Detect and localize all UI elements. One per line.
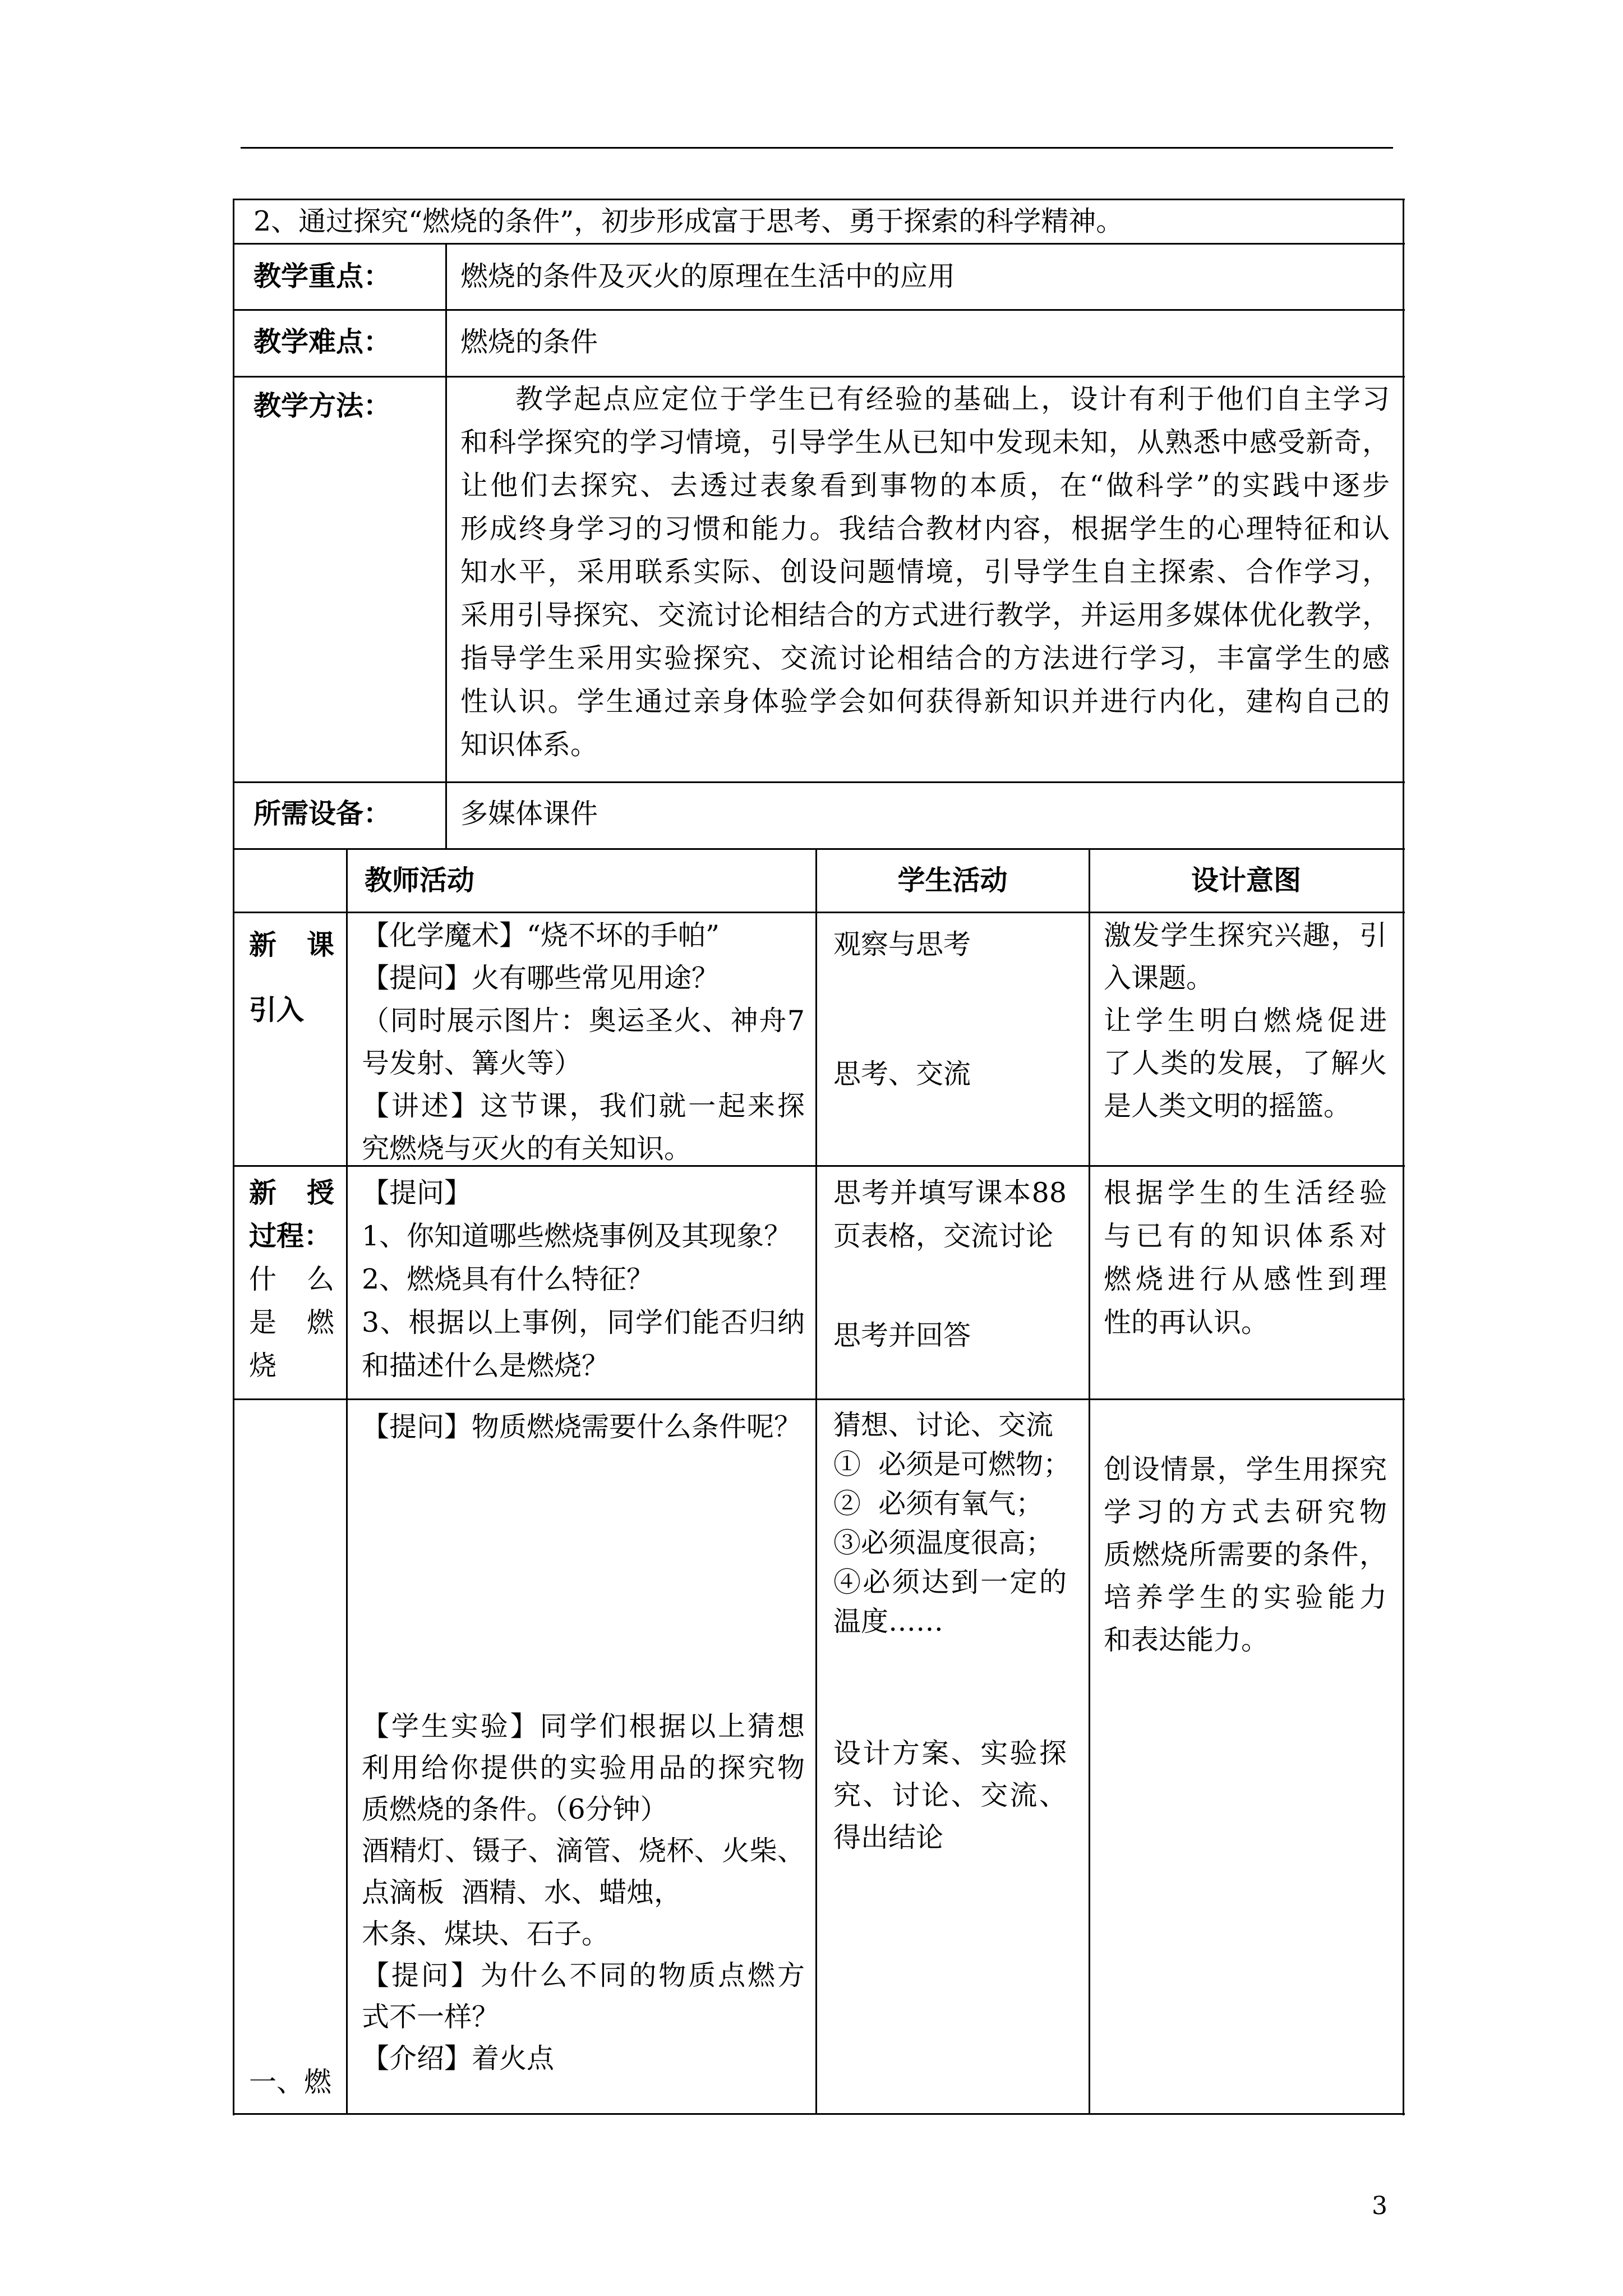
text-line: ① 必须是可燃物； [833, 1448, 1071, 1480]
paragraph [833, 1445, 1071, 1484]
paragraph [1104, 1171, 1387, 1344]
text-line: 酒精灯、镊子、滴管、烧杯、火柴、 [362, 1835, 805, 1867]
text-line: 【提问】 [362, 1177, 472, 1209]
paragraph [249, 1258, 334, 1387]
text-line: 引入 [249, 993, 305, 1026]
difficulty-label: 教学难点： [253, 325, 391, 358]
header-rule [241, 147, 1393, 149]
text-line: 让学生明白燃烧促进 [1104, 1005, 1387, 1037]
paragraph [362, 1706, 805, 1830]
text-line: 思考、交流 [833, 1058, 971, 1090]
text-line: 入课题。 [1104, 962, 1214, 994]
header-teacher-activity [347, 849, 816, 912]
stage-cell [233, 912, 347, 1166]
paragraph [833, 1524, 1067, 1563]
text-line: 温度…… [833, 1605, 944, 1637]
header-label: 教师活动 [365, 864, 475, 896]
header-design-intent [1089, 849, 1403, 912]
teacher-activity-cell [347, 912, 816, 1166]
student-activity-cell [816, 912, 1089, 1166]
text-line: 页表格，交流讨论 [833, 1220, 1054, 1252]
text-line: （同时展示图片：奥运圣火、神舟7 [362, 1005, 805, 1037]
stage-cell [233, 1166, 347, 1399]
text-line: 点滴板 酒精、水、蜡烛， [362, 1876, 682, 1908]
text-line: 和科学探究的学习情境，引导学生从已知中发现未知，从熟悉中感受新奇， [460, 426, 1390, 458]
text-line: 形成终身学习的习惯和能力。我结合教材内容，根据学生的心理特征和认 [460, 513, 1390, 545]
text-line: 学习的方式去研究物 [1104, 1496, 1387, 1528]
paragraph [1104, 1448, 1387, 1662]
text-line: 激发学生探究兴趣，引 [1104, 919, 1387, 951]
text-line: 设计方案、实验探 [833, 1737, 1067, 1769]
equipment-value: 多媒体课件 [460, 798, 598, 830]
text-line: 3、根据以上事例，同学们能否归纳 [362, 1306, 805, 1338]
paragraph [833, 1484, 1067, 1524]
text-line: 得出结论 [833, 1821, 944, 1853]
student-activity-cell [816, 1166, 1089, 1399]
text-line: 教学起点应定位于学生已有经验的基础上，设计有利于他们自主学习 [515, 383, 1390, 415]
paragraph [362, 2038, 805, 2079]
text-line: 知识体系。 [460, 729, 598, 761]
text-line: 1、你知道哪些燃烧事例及其现象？ [362, 1220, 792, 1252]
paragraph [1104, 1000, 1387, 1128]
design-intent-cell [1089, 1399, 1403, 2114]
text-line: ③必须温度很高； [833, 1527, 1054, 1559]
text-line: 性认识。学生通过亲身体验学会如何获得新知识并进行内化，建构自己的 [460, 685, 1390, 717]
text-line: 【提问】为什么不同的物质点燃方 [362, 1959, 805, 1991]
text-line: 【化学魔术】“烧不坏的手帕” [362, 919, 720, 951]
text-line: 猜想、讨论、交流 [833, 1409, 1054, 1441]
paragraph [362, 957, 805, 1000]
text-line: 思考并填写课本88 [833, 1177, 1067, 1209]
header-label: 学生活动 [897, 864, 1008, 896]
teacher-activity-cell [347, 1166, 816, 1399]
text-line: 烧 [249, 1350, 277, 1382]
text-line: 是人类文明的摇篮。 [1104, 1090, 1352, 1122]
text-line: 和表达能力。 [1104, 1624, 1269, 1656]
stage-heading [249, 1171, 334, 1258]
paragraph [249, 912, 334, 1042]
paragraph [362, 1171, 805, 1214]
text-line: 利用给你提供的实验用品的探究物 [362, 1752, 805, 1784]
paragraph [362, 1301, 805, 1387]
text-line: 创设情景，学生用探究 [1104, 1453, 1387, 1485]
stage-cell [233, 1399, 347, 2114]
text-line: 新课 [249, 928, 334, 961]
text-line: 燃烧进行从感性到理 [1104, 1263, 1387, 1295]
method-label: 教学方法： [253, 389, 391, 422]
text-line: 【提问】物质燃烧需要什么条件呢？ [362, 1411, 802, 1443]
equipment-label: 所需设备： [253, 797, 391, 830]
text-line: 【讲述】这节课，我们就一起来探 [362, 1090, 805, 1122]
paragraph [362, 1955, 805, 2038]
text-line: 了人类的发展，了解火 [1104, 1047, 1387, 1079]
text-line: 采用引导探究、交流讨论相结合的方式进行教学，并运用多媒体优化教学， [460, 599, 1390, 631]
text-line: 新授 [249, 1176, 334, 1209]
paragraph [362, 1085, 805, 1170]
paragraph [833, 1314, 1067, 1357]
text-line: 2、燃烧具有什么特征？ [362, 1263, 654, 1295]
paragraph [362, 914, 805, 957]
paragraph [1104, 914, 1387, 1000]
teacher-activity-cell [347, 1399, 816, 2114]
text-line: 木条、煤块、石子。 [362, 1918, 610, 1950]
paragraph [362, 1830, 805, 1913]
student-activity-cell [816, 1399, 1089, 2114]
difficulty-value: 燃烧的条件 [460, 326, 598, 358]
text-line: 什么 [249, 1263, 334, 1295]
paragraph [833, 923, 1067, 966]
text-line: 是燃 [249, 1306, 334, 1338]
paragraph [833, 1406, 1067, 1445]
paragraph [249, 1171, 334, 1258]
page-number: 3 [1372, 2192, 1387, 2220]
text-line: 一、燃 [249, 2066, 332, 2098]
stage-topic [249, 1258, 334, 1387]
key-point-label: 教学重点： [253, 260, 391, 292]
text-line: 性的再认识。 [1104, 1306, 1269, 1338]
text-line: 【提问】火有哪些常见用途？ [362, 962, 720, 994]
text-line: 根据学生的生活经验 [1104, 1177, 1387, 1209]
text-line: 质燃烧的条件。（6分钟） [362, 1793, 668, 1825]
paragraph [362, 1406, 805, 1448]
text-line: 和描述什么是燃烧？ [362, 1350, 610, 1382]
header-student-activity [816, 849, 1089, 912]
stage-topic [249, 2060, 334, 2104]
paragraph [362, 1258, 805, 1301]
header-label: 设计意图 [1191, 864, 1301, 896]
paragraph [362, 1000, 805, 1085]
text-line: 知水平，采用联系实际、创设问题情境，引导学生自主探索、合作学习， [460, 556, 1390, 588]
text-line: 观察与思考 [833, 928, 971, 960]
text-line: 指导学生采用实验探究、交流讨论相结合的方法进行学习，丰富学生的感 [460, 642, 1390, 674]
text-line: 培养学生的实验能力 [1104, 1581, 1387, 1613]
text-line: 号发射、篝火等） [362, 1047, 582, 1079]
text-line: 究、讨论、交流、 [833, 1779, 1067, 1811]
text-line: ④必须达到一定的 [833, 1566, 1067, 1598]
text-line: ② 必须有氧气； [833, 1488, 1044, 1520]
paragraph [460, 378, 1390, 766]
text-line: 过程： [249, 1220, 332, 1252]
paragraph [362, 1214, 805, 1258]
paragraph [249, 2060, 334, 2104]
text-line: 质燃烧所需要的条件， [1104, 1539, 1387, 1571]
text-line: 让他们去探究、去透过表象看到事物的本质，在“做科学”的实践中逐步 [460, 470, 1390, 501]
method-text [446, 376, 1403, 782]
paragraph [362, 1913, 805, 1955]
paragraph [833, 1732, 1067, 1858]
paragraph [833, 1053, 1067, 1096]
objective-cell: 2、通过探究“燃烧的条件”，初步形成富于思考、勇于探索的科学精神。 [253, 205, 1124, 237]
design-intent-cell [1089, 912, 1403, 1166]
text-line: 与已有的知识体系对 [1104, 1220, 1387, 1252]
text-line: 式不一样？ [362, 2001, 500, 2033]
text-line: 思考并回答 [833, 1319, 971, 1351]
text-line: 究燃烧与灭火的有关知识。 [362, 1133, 692, 1165]
design-intent-cell [1089, 1166, 1403, 1399]
key-point-value: 燃烧的条件及灭火的原理在生活中的应用 [460, 260, 956, 292]
stage-heading [249, 912, 334, 1042]
paragraph [833, 1171, 1067, 1258]
paragraph [833, 1563, 1067, 1641]
text-line: 【介绍】着火点 [362, 2042, 555, 2074]
text-line: 【学生实验】同学们根据以上猜想 [362, 1710, 805, 1742]
